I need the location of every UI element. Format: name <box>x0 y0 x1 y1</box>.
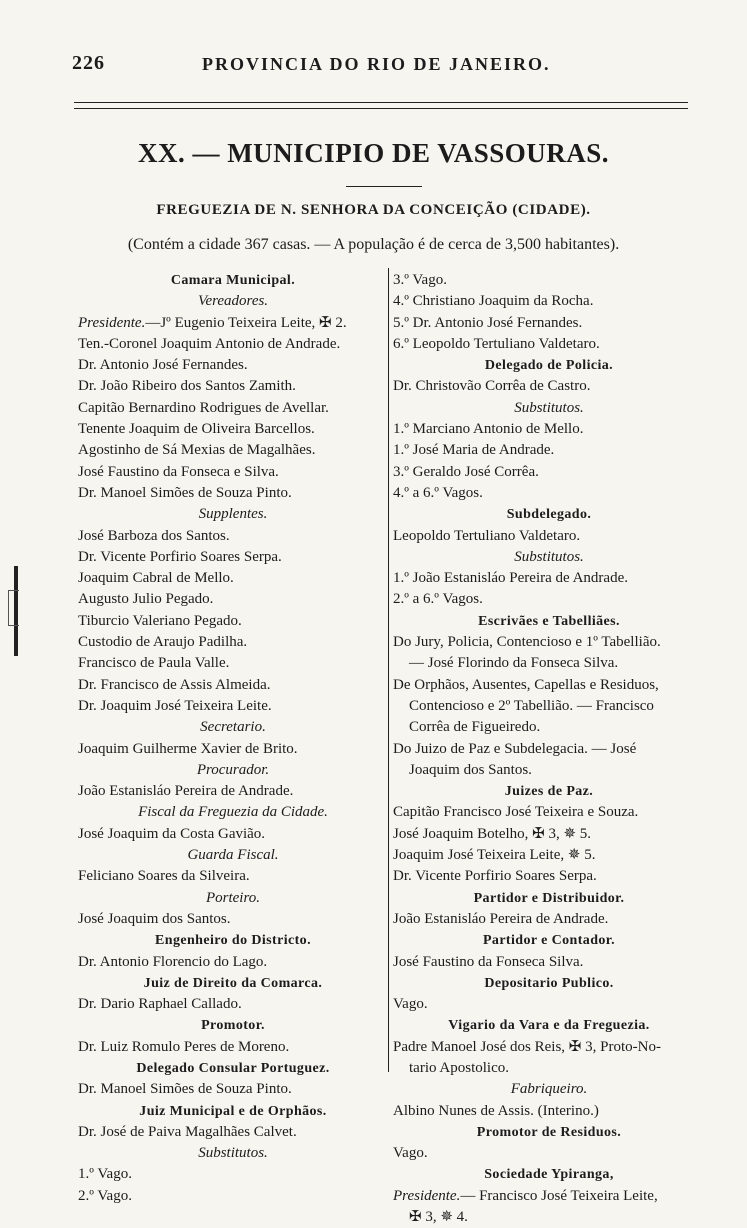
entry-text: Leopoldo Tertuliano Valdetaro. <box>393 527 581 544</box>
entry-line <box>78 589 388 610</box>
entry-text: Contencioso e 2º Tabellião. — Francisco <box>409 697 654 714</box>
office-heading: Vigario da Vara e da Freguezia. <box>448 1018 650 1034</box>
entry-text: Dr. Luiz Romulo Peres de Moreno. <box>78 1038 290 1055</box>
entry-text: Vago. <box>393 996 428 1013</box>
entry-text: De Orphãos, Ausentes, Capellas e Residuos, <box>393 676 659 693</box>
entry-text: Joaquim José Teixeira Leite, ✵ 5. <box>393 847 596 864</box>
office-heading: Camara Municipal. <box>170 273 296 288</box>
entry-line <box>78 568 388 589</box>
entry-text: Dr. Manoel Simões de Souza Pinto. <box>78 1081 292 1098</box>
entry-line <box>393 526 705 547</box>
entry-line <box>393 291 705 312</box>
entry-text: Capitão Bernardino Rodrigues de Avellar. <box>78 399 329 416</box>
entry-text: 3.º Vago. <box>393 272 447 288</box>
entry-line <box>393 845 705 866</box>
page-number: 226 <box>72 52 105 74</box>
entry-text: Dr. Antonio José Fernandes. <box>78 357 248 374</box>
entry-line <box>78 909 388 930</box>
office-heading: Engenheiro do Districto. <box>155 933 311 949</box>
role-subheading: Vereadores. <box>197 293 269 310</box>
entry-text: Dr. Antonio Florencio do Lago. <box>78 953 268 970</box>
entry-text: —Jº Eugenio Teixeira Leite, ✠ 2. <box>145 314 347 331</box>
entry-text: Joaquim Cabral de Mello. <box>78 570 234 587</box>
entry-text: Francisco de Paula Valle. <box>78 655 230 672</box>
entry-line <box>78 824 388 845</box>
entry-text: ✠ 3, ✵ 4. <box>409 1209 468 1226</box>
entry-text: João Estanisláo Pereira de Andrade. <box>78 783 294 800</box>
entry-line <box>78 440 388 461</box>
entry-text: Padre Manoel José dos Reis, ✠ 3, Proto-No- <box>393 1038 661 1055</box>
entry-line <box>78 462 388 483</box>
entry-text: José Joaquim Botelho, ✠ 3, ✵ 5. <box>393 825 592 842</box>
entry-text: José Faustino da Fonseca Silva. <box>393 953 584 970</box>
entry-line <box>393 270 705 291</box>
entry-line <box>78 781 388 802</box>
office-heading: Depositario Publico. <box>484 975 614 991</box>
running-title: PROVINCIA DO RIO DE JANEIRO. <box>202 54 551 74</box>
office-heading: Juiz Municipal e de Orphãos. <box>139 1103 327 1119</box>
office-heading: Promotor. <box>201 1018 265 1034</box>
entry-text: — José Florindo da Fonseca Silva. <box>409 655 619 672</box>
role-label: Presidente. <box>78 314 146 331</box>
section-title: XX. — MUNICIPIO DE VASSOURAS. <box>137 138 610 168</box>
entry-text: Dr. Manoel Simões de Souza Pinto. <box>78 484 292 501</box>
office-heading: Promotor de Residuos. <box>476 1124 622 1140</box>
entry-line <box>393 675 705 696</box>
entry-line <box>393 802 705 823</box>
entry-text: Tenente Joaquim de Oliveira Barcellos. <box>78 421 315 438</box>
entry-line <box>78 1186 388 1207</box>
entry-line <box>78 547 388 568</box>
right-column <box>393 270 705 1228</box>
entry-text: José Joaquim dos Santos. <box>78 910 231 927</box>
entry-text: João Estanisláo Pereira de Andrade. <box>393 910 609 927</box>
entry-text: 1.º Marciano Antonio de Mello. <box>393 421 584 438</box>
entry-text: Capitão Francisco José Teixeira e Souza. <box>393 804 639 821</box>
entry-text: Do Jury, Policia, Contencioso e 1º Tabellião. <box>393 634 661 651</box>
entry-line <box>393 952 705 973</box>
entry-line <box>393 824 705 845</box>
role-subheading: Fabriqueiro. <box>510 1081 588 1098</box>
entry-text: 1.º José Maria de Andrade. <box>393 442 555 459</box>
entry-line <box>393 313 705 334</box>
entry-continuation <box>393 760 705 781</box>
entry-continuation <box>393 1058 705 1079</box>
entry-line <box>393 334 705 355</box>
entry-text: Custodio de Araujo Padilha. <box>78 634 248 651</box>
entry-text: Dr. Vicente Porfirio Soares Serpa. <box>78 548 282 565</box>
entry-text: Feliciano Soares da Silveira. <box>78 868 250 885</box>
entry-line <box>393 994 705 1015</box>
entry-line <box>393 440 705 461</box>
office-heading: Delegado Consular Portuguez. <box>136 1060 330 1076</box>
office-heading: Partidor e Contador. <box>482 933 616 949</box>
entry-line <box>78 675 388 696</box>
entry-line <box>393 1143 705 1164</box>
entry-continuation <box>393 653 705 674</box>
entry-text: Dr. José de Paiva Magalhães Calvet. <box>78 1123 297 1140</box>
entry-text: Agostinho de Sá Mexias de Magalhães. <box>78 442 316 459</box>
entry-text: Do Juizo de Paz e Subdelegacia. — José <box>393 740 637 757</box>
entry-text: José Joaquim da Costa Gavião. <box>78 825 266 842</box>
entry-text: Dr. Dario Raphael Callado. <box>78 996 242 1013</box>
entry-line <box>393 1037 705 1058</box>
entry-text: Joaquim Guilherme Xavier de Brito. <box>78 740 298 757</box>
entry-line <box>393 1101 705 1122</box>
entry-text: 1.º Vago. <box>78 1166 132 1183</box>
short-rule-divider <box>346 186 422 187</box>
entry-text: 4.º Christiano Joaquim da Rocha. <box>393 293 594 310</box>
entry-line <box>78 313 388 334</box>
entry-line <box>393 739 705 760</box>
entry-text: Corrêa de Figueiredo. <box>409 719 541 736</box>
entry-line <box>78 376 388 397</box>
population-note: (Contém a cidade 367 casas. — A população é de cerca de 3,500 habitantes). <box>127 236 620 253</box>
role-subheading: Secretario. <box>200 719 266 736</box>
office-heading: Sociedade Ypiranga, <box>484 1167 614 1183</box>
entry-line <box>78 1122 388 1143</box>
entry-text: 5.º Dr. Antonio José Fernandes. <box>393 314 583 331</box>
double-rule-divider <box>74 102 688 109</box>
office-heading: Delegado de Policia. <box>484 358 614 374</box>
entry-text: Dr. Joaquim José Teixeira Leite. <box>78 697 272 714</box>
entry-line <box>78 398 388 419</box>
entry-continuation <box>393 1207 705 1228</box>
office-heading: Subdelegado. <box>506 507 592 523</box>
running-header <box>72 52 692 80</box>
entry-text: 1.º João Estanisláo Pereira de Andrade. <box>393 570 628 587</box>
entry-text: Vago. <box>393 1145 428 1162</box>
role-subheading: Procurador. <box>196 761 270 778</box>
role-subheading: Guarda Fiscal. <box>187 847 279 864</box>
entry-line <box>393 568 705 589</box>
entry-line <box>78 355 388 376</box>
entry-line <box>78 334 388 355</box>
role-subheading: Porteiro. <box>205 889 261 906</box>
entry-line <box>78 952 388 973</box>
entry-line <box>393 483 705 504</box>
entry-line <box>393 866 705 887</box>
entry-text: Dr. Vicente Porfirio Soares Serpa. <box>393 868 597 885</box>
role-subheading: Supplentes. <box>198 506 268 523</box>
entry-text: tario Apostolico. <box>409 1059 509 1076</box>
entry-line <box>78 632 388 653</box>
entry-continuation <box>393 696 705 717</box>
entry-text: José Faustino da Fonseca e Silva. <box>78 463 279 480</box>
role-subheading: Substitutos. <box>514 548 584 565</box>
parish-heading: FREGUEZIA DE N. SENHORA DA CONCEIÇÃO (CIDADE). <box>156 202 591 218</box>
entry-continuation <box>393 717 705 738</box>
entry-line <box>393 1186 705 1207</box>
entry-text: José Barboza dos Santos. <box>78 527 230 544</box>
entry-text: Dr. João Ribeiro dos Santos Zamith. <box>78 378 296 395</box>
office-heading: Escrivães e Tabelliães. <box>478 613 620 629</box>
office-heading: Partidor e Distribuidor. <box>473 890 625 906</box>
entry-text: 6.º Leopoldo Tertuliano Valdetaro. <box>393 335 600 352</box>
office-heading: Juiz de Direito da Comarca. <box>143 975 323 991</box>
entry-text: Augusto Julio Pegado. <box>78 591 214 608</box>
margin-bracket-mark <box>8 590 19 626</box>
entry-text: 2.º Vago. <box>78 1187 132 1204</box>
entry-line <box>393 632 705 653</box>
entry-line <box>78 1037 388 1058</box>
entry-text: Joaquim dos Santos. <box>409 761 532 778</box>
entry-text: 3.º Geraldo José Corrêa. <box>393 463 539 480</box>
entry-text: Dr. Christovão Corrêa de Castro. <box>393 378 591 395</box>
entry-line <box>393 589 705 610</box>
entry-text: Ten.-Coronel Joaquim Antonio de Andrade. <box>78 335 341 352</box>
entry-line <box>78 526 388 547</box>
entry-line <box>393 909 705 930</box>
office-heading: Juizes de Paz. <box>504 784 594 800</box>
entry-line <box>393 376 705 397</box>
entry-line <box>78 696 388 717</box>
entry-line <box>78 653 388 674</box>
entry-text: — Francisco José Teixeira Leite, <box>460 1187 658 1204</box>
role-subheading: Fiscal da Freguezia da Cidade. <box>138 804 328 821</box>
entry-line <box>78 419 388 440</box>
left-column <box>78 270 388 1207</box>
role-label: Presidente. <box>393 1187 461 1204</box>
entry-text: 2.º a 6.º Vagos. <box>393 591 483 608</box>
entry-line <box>393 419 705 440</box>
entry-line <box>78 611 388 632</box>
entry-text: Albino Nunes de Assis. (Interino.) <box>393 1102 599 1119</box>
entry-line <box>78 483 388 504</box>
entry-line <box>78 866 388 887</box>
entry-text: 4.º a 6.º Vagos. <box>393 484 483 501</box>
role-subheading: Substitutos. <box>514 399 584 416</box>
entry-line <box>78 739 388 760</box>
column-divider <box>388 268 389 1072</box>
entry-text: Dr. Francisco de Assis Almeida. <box>78 676 271 693</box>
role-subheading: Substitutos. <box>198 1145 268 1162</box>
entry-text: Tiburcio Valeriano Pegado. <box>78 612 242 629</box>
entry-line <box>78 994 388 1015</box>
entry-line <box>78 1164 388 1185</box>
entry-line <box>393 462 705 483</box>
entry-line <box>78 1079 388 1100</box>
